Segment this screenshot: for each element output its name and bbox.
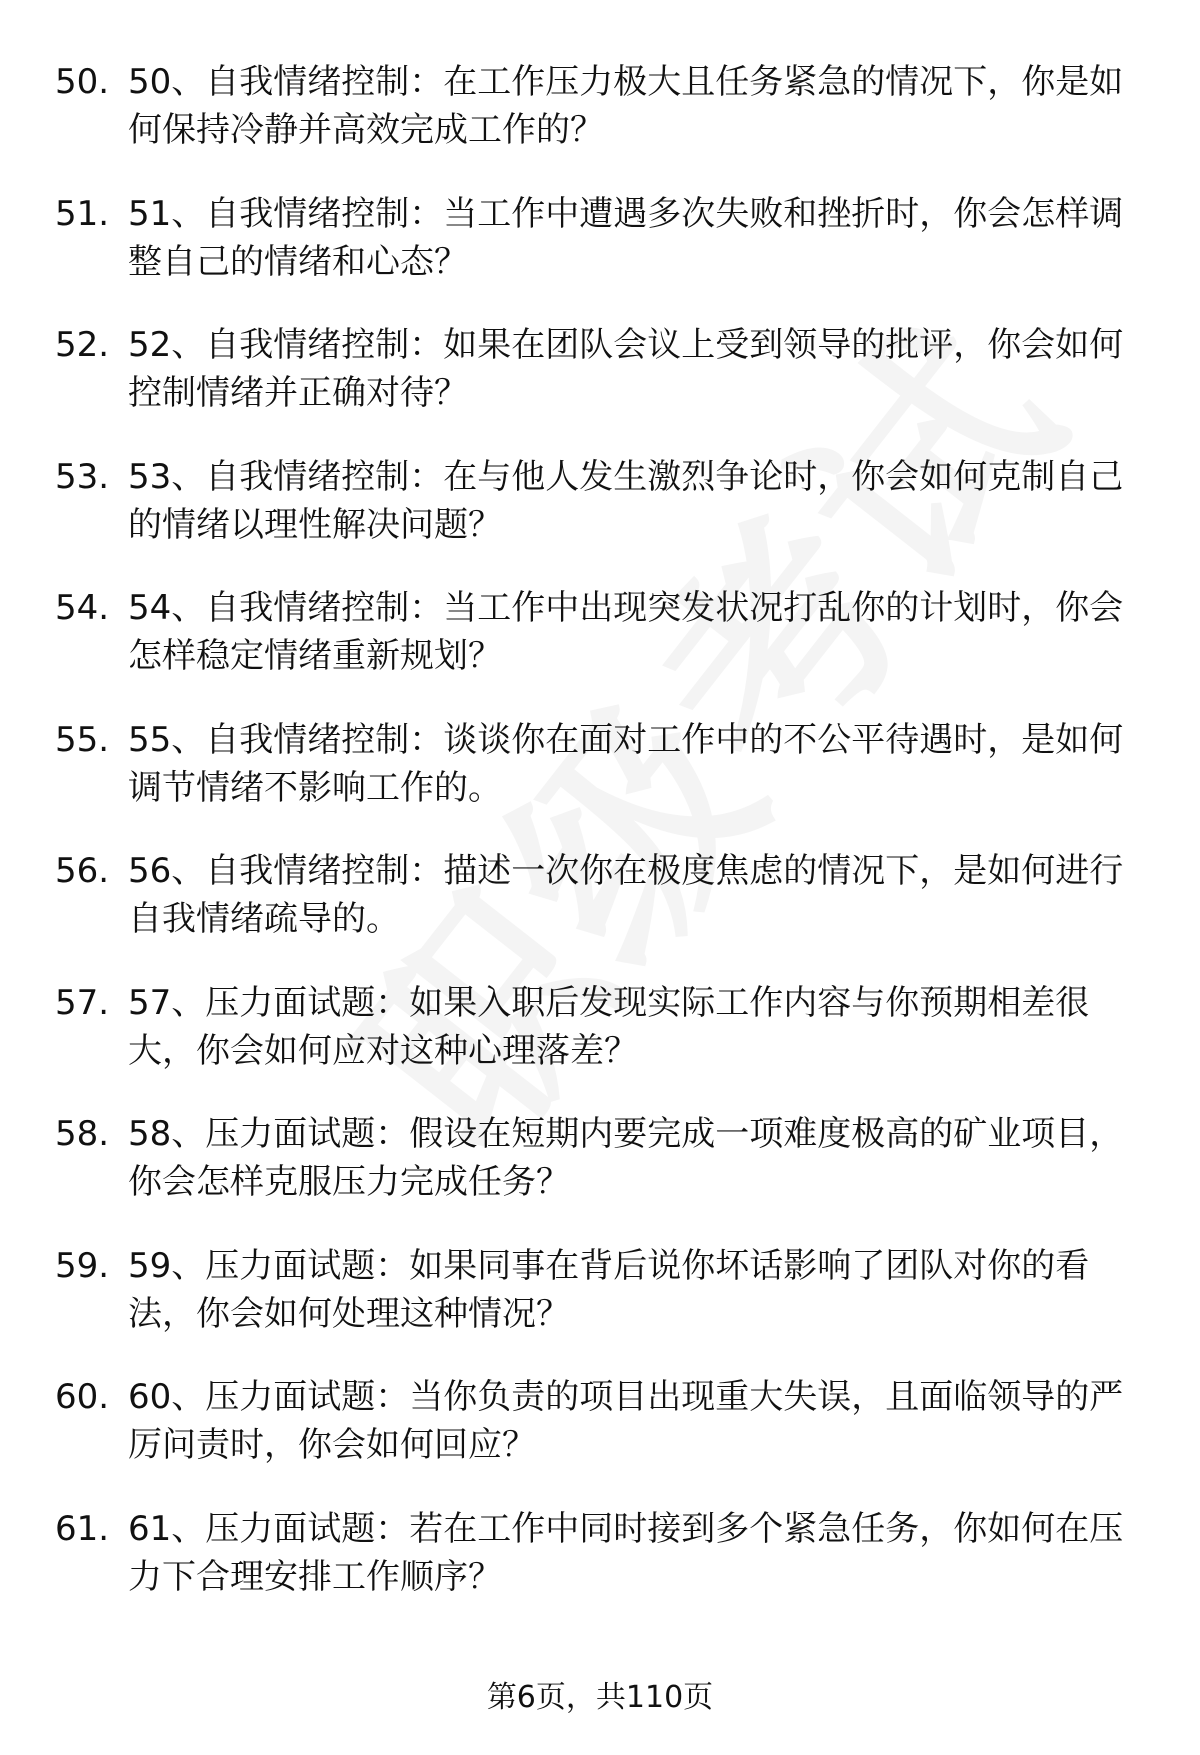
question-number: 52. — [55, 325, 110, 365]
question-text: 59、压力面试题：如果同事在背后说你坏话影响了团队对你的看法，你会如何处理这种情况？ — [128, 1245, 1090, 1334]
page-footer: 第6页，共110页 — [486, 1680, 714, 1715]
question-text: 54、自我情绪控制：当工作中出现突发状况打乱你的计划时，你会怎样稳定情绪重新规划？ — [128, 588, 1124, 676]
question-number: 59. — [55, 1245, 110, 1286]
question-text: 58、压力面试题：假设在短期内要完成一项难度极高的矿业项目，你会怎样克服压力完成任务？ — [128, 1114, 1124, 1202]
question-list — [55, 58, 1155, 1636]
question-item — [55, 716, 1155, 848]
question-item — [55, 584, 1155, 716]
question-item — [55, 321, 1155, 453]
question-item — [55, 58, 1155, 190]
question-text: 56、自我情绪控制：描述一次你在极度焦虑的情况下，是如何进行自我情绪疏导的。 — [128, 851, 1124, 939]
question-number: 56. — [55, 851, 110, 891]
question-text: 55、自我情绪控制：谈谈你在面对工作中的不公平待遇时，是如何调节情绪不影响工作的。 — [128, 719, 1124, 808]
question-text: 52、自我情绪控制：如果在团队会议上受到领导的批评，你会如何控制情绪并正确对待？ — [128, 325, 1124, 413]
question-text: 61、压力面试题：若在工作中同时接到多个紧急任务，你如何在压力下合理安排工作顺序？ — [128, 1508, 1124, 1597]
question-text: 53、自我情绪控制：在与他人发生激烈争论时，你会如何克制自己的情绪以理性解决问题？ — [128, 456, 1124, 545]
question-number: 60. — [55, 1377, 110, 1417]
question-text: 51、自我情绪控制：当工作中遭遇多次失败和挫折时，你会怎样调整自己的情绪和心态？ — [128, 193, 1124, 282]
question-item — [55, 1505, 1155, 1637]
question-item — [55, 1242, 1155, 1374]
question-number: 51. — [55, 193, 110, 234]
question-number: 57. — [55, 982, 110, 1023]
question-text: 50、自我情绪控制：在工作压力极大且任务紧急的情况下，你是如何保持冷静并高效完成工作的？ — [128, 62, 1124, 150]
question-number: 55. — [55, 719, 110, 760]
question-number: 54. — [55, 588, 110, 628]
question-text: 57、压力面试题：如果入职后发现实际工作内容与你预期相差很大，你会如何应对这种心理落差？ — [128, 982, 1090, 1071]
question-item — [55, 453, 1155, 585]
question-number: 53. — [55, 456, 110, 497]
question-text: 60、压力面试题：当你负责的项目出现重大失误，且面临领导的严厉问责时，你会如何回应？ — [128, 1377, 1124, 1465]
question-item — [55, 190, 1155, 322]
question-number: 61. — [55, 1508, 110, 1549]
question-item — [55, 1373, 1155, 1505]
question-number: 50. — [55, 62, 110, 102]
question-item — [55, 847, 1155, 979]
question-item — [55, 1110, 1155, 1242]
question-number: 58. — [55, 1114, 110, 1154]
question-item — [55, 979, 1155, 1111]
